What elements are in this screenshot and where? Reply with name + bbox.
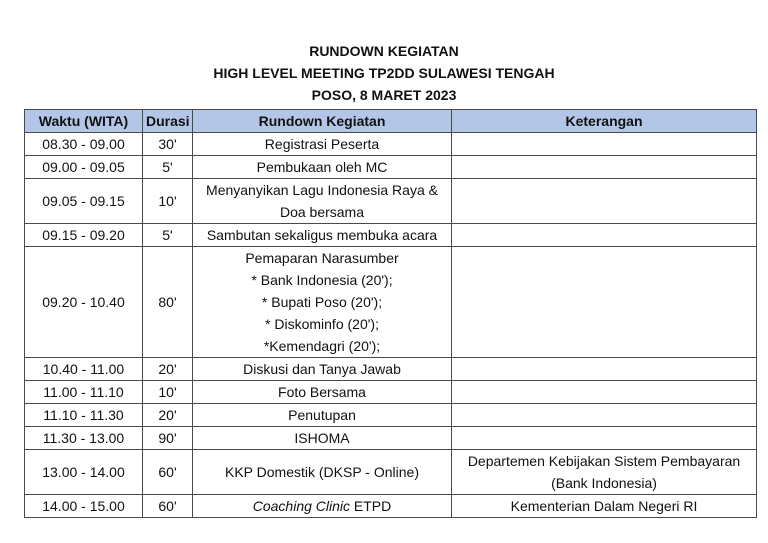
document-title xyxy=(0,40,768,106)
kegiatan-line: Doa bersama xyxy=(279,204,365,220)
cell-durasi: 20' xyxy=(143,404,193,427)
table-header-row xyxy=(25,110,757,133)
cell-kegiatan xyxy=(193,450,452,495)
keterangan-line: (Bank Indonesia) xyxy=(551,475,657,491)
kegiatan-line: ISHOMA xyxy=(294,430,350,446)
cell-durasi: 60' xyxy=(143,495,193,518)
table-row xyxy=(25,427,757,450)
cell-keterangan xyxy=(452,224,757,247)
table-row xyxy=(25,404,757,427)
kegiatan-line: Sambutan sekaligus membuka acara xyxy=(206,227,438,243)
cell-waktu: 11.10 - 11.30 xyxy=(25,404,143,427)
cell-waktu: 09.15 - 09.20 xyxy=(25,224,143,247)
kegiatan-line: KKP Domestik (DKSP - Online) xyxy=(225,464,419,480)
cell-waktu: 09.05 - 09.15 xyxy=(25,179,143,224)
kegiatan-line: Registrasi Peserta xyxy=(264,136,380,152)
table-row xyxy=(25,156,757,179)
cell-kegiatan xyxy=(193,427,452,450)
kegiatan-line: Pembukaan oleh MC xyxy=(256,159,388,175)
cell-keterangan xyxy=(452,358,757,381)
cell-durasi: 90' xyxy=(143,427,193,450)
cell-durasi: 5' xyxy=(143,156,193,179)
kegiatan-line: * Diskominfo (20'); xyxy=(265,316,379,332)
header-keterangan: Keterangan xyxy=(452,110,757,133)
table-row xyxy=(25,247,757,358)
keterangan-line: Kementerian Dalam Negeri RI xyxy=(510,498,698,514)
kegiatan-line: Diskusi dan Tanya Jawab xyxy=(243,361,401,377)
kegiatan-italic-text: Coaching Clinic xyxy=(252,498,351,514)
cell-kegiatan xyxy=(193,247,452,358)
cell-keterangan xyxy=(452,404,757,427)
title-line-1: RUNDOWN KEGIATAN xyxy=(309,43,459,59)
cell-kegiatan xyxy=(193,404,452,427)
cell-keterangan xyxy=(452,133,757,156)
cell-waktu: 11.00 - 11.10 xyxy=(25,381,143,404)
kegiatan-line: Pemaparan Narasumber xyxy=(245,250,399,266)
cell-kegiatan xyxy=(193,179,452,224)
cell-waktu: 09.20 - 10.40 xyxy=(25,247,143,358)
cell-waktu: 08.30 - 09.00 xyxy=(25,133,143,156)
cell-kegiatan xyxy=(193,495,452,518)
table-row xyxy=(25,450,757,495)
table-row xyxy=(25,179,757,224)
cell-durasi: 80' xyxy=(143,247,193,358)
table-row xyxy=(25,381,757,404)
title-line-3: POSO, 8 MARET 2023 xyxy=(311,87,457,103)
kegiatan-line: Foto Bersama xyxy=(278,384,366,400)
table-row xyxy=(25,495,757,518)
kegiatan-line: * Bank Indonesia (20'); xyxy=(251,272,393,288)
cell-waktu: 11.30 - 13.00 xyxy=(25,427,143,450)
cell-keterangan xyxy=(452,450,757,495)
header-kegiatan: Rundown Kegiatan xyxy=(193,110,452,133)
table-row xyxy=(25,358,757,381)
table-row xyxy=(25,224,757,247)
cell-durasi: 5' xyxy=(143,224,193,247)
cell-kegiatan xyxy=(193,358,452,381)
kegiatan-line: * Bupati Poso (20'); xyxy=(261,294,383,310)
cell-waktu: 09.00 - 09.05 xyxy=(25,156,143,179)
header-waktu: Waktu (WITA) xyxy=(25,110,143,133)
cell-durasi: 20' xyxy=(143,358,193,381)
header-durasi: Durasi xyxy=(143,110,193,133)
cell-durasi: 10' xyxy=(143,381,193,404)
kegiatan-line: *Kemendagri (20'); xyxy=(263,338,381,354)
cell-durasi: 10' xyxy=(143,179,193,224)
kegiatan-line: Menyanyikan Lagu Indonesia Raya & xyxy=(206,182,438,198)
title-line-2: HIGH LEVEL MEETING TP2DD SULAWESI TENGAH xyxy=(213,65,555,81)
cell-kegiatan xyxy=(193,224,452,247)
rundown-table xyxy=(24,109,757,518)
cell-kegiatan xyxy=(193,133,452,156)
keterangan-line: Departemen Kebijakan Sistem Pembayaran xyxy=(467,453,741,469)
kegiatan-line: Penutupan xyxy=(288,407,356,423)
table-row xyxy=(25,133,757,156)
cell-keterangan xyxy=(452,179,757,224)
cell-waktu: 10.40 - 11.00 xyxy=(25,358,143,381)
cell-kegiatan xyxy=(193,381,452,404)
cell-waktu: 13.00 - 14.00 xyxy=(25,450,143,495)
cell-keterangan xyxy=(452,427,757,450)
cell-keterangan xyxy=(452,247,757,358)
cell-keterangan xyxy=(452,381,757,404)
cell-keterangan xyxy=(452,495,757,518)
cell-kegiatan xyxy=(193,156,452,179)
cell-waktu: 14.00 - 15.00 xyxy=(25,495,143,518)
cell-durasi: 30' xyxy=(143,133,193,156)
cell-keterangan xyxy=(452,156,757,179)
cell-durasi: 60' xyxy=(143,450,193,495)
kegiatan-text: ETPD xyxy=(350,498,392,514)
